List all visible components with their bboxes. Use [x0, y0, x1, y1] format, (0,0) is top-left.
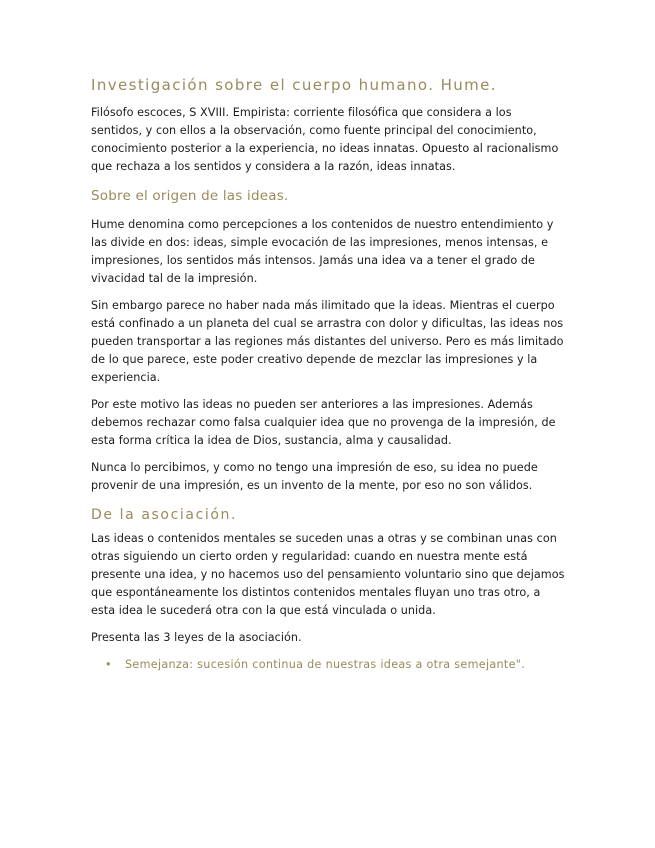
association-laws-list [91, 656, 565, 674]
origin-paragraph-3: Por este motivo las ideas no pueden ser anteriores a las impresiones. Además debemos rechazar como falsa cualquier idea que no provenga de la impresión, de esta forma crítica la idea de Dios, sustancia, alma y causalidad. [91, 398, 556, 447]
document-title: Investigación sobre el cuerpo humano. Hume. [91, 76, 497, 94]
list-item [91, 656, 565, 674]
association-paragraph-1: Las ideas o contenidos mentales se suceden unas a otras y se combinan unas con otras siguiendo un cierto orden y regularidad: cuando en nuestra mente está presente una idea, y no hacemos uso del pensamiento voluntario sino que dejamos que espontáneamente los distintos contenidos mentales fluyan uno tras otro, a esta idea le sucederá otra con la que está vinculada o unida. [91, 532, 565, 617]
origin-paragraph-4: Nunca lo percibimos, y como no tengo una impresión de eso, su idea no puede provenir de una impresión, es un invento de la mente, por eso no son válidos. [91, 461, 538, 492]
bullet-dot-icon: • [105, 658, 112, 671]
origin-paragraph-1: Hume denomina como percepciones a los contenidos de nuestro entendimiento y las divide en dos: ideas, simple evocación de las impresiones, menos intensas, e impresiones, los sentidos más intensos. Jamás una idea va a tener el grado de vivacidad tal de la impresión. [91, 218, 554, 285]
document-page [91, 74, 565, 674]
section-heading-association: De la asociación. [91, 507, 238, 523]
law-semejanza-text: Semejanza: sucesión continua de nuestras ideas a otra semejante". [125, 658, 526, 671]
section-heading-origin: Sobre el origen de las ideas. [91, 188, 289, 204]
intro-paragraph: Filósofo escoces, S XVIII. Empirista: corriente filosófica que considera a los sentidos, y con ellos a la observación, como fuente principal del conocimiento, conocimiento posterior a la experiencia, no ideas innatas. Opuesto al racionalismo que rechaza a los sentidos y considera a la razón, ideas innatas. [91, 106, 559, 173]
origin-paragraph-2: Sin embargo parece no haber nada más ilimitado que la ideas. Mientras el cuerpo está confinado a un planeta del cual se arrastra con dolor y dificultas, las ideas nos pueden transportar a las regiones más distantes del universo. Pero es más limitado de lo que parece, este poder creativo depende de mezclar las impresiones y la experiencia. [91, 299, 564, 384]
association-paragraph-2: Presenta las 3 leyes de la asociación. [91, 631, 302, 644]
